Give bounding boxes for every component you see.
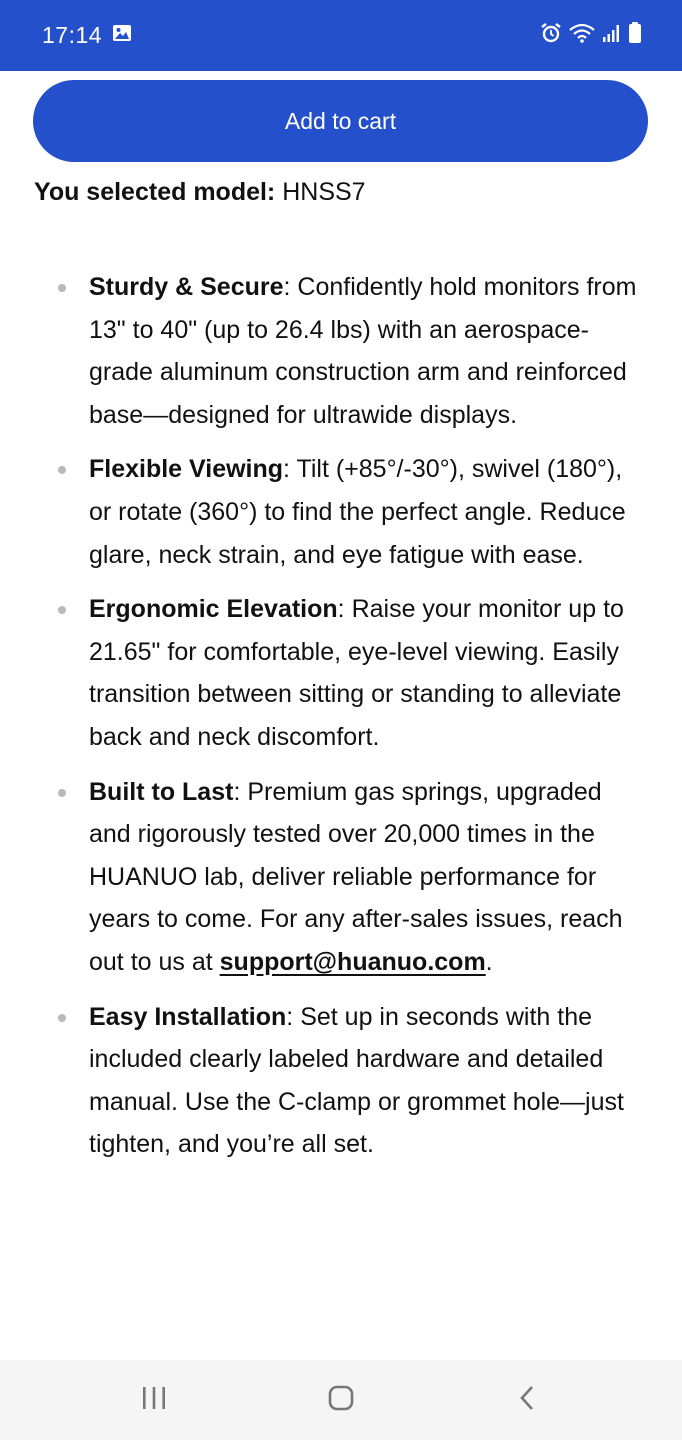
feature-title: Easy Installation — [89, 1002, 287, 1031]
feature-text: : Confidently hold monitors from 13" to 40" (up to 26.4 lbs) with an aerospace-grade aluminum construction arm and reinforced base—designed for ultrawide displays. — [89, 273, 637, 429]
bullet-icon — [58, 789, 66, 797]
home-button[interactable] — [301, 1370, 381, 1430]
selected-model-value: HNSS7 — [282, 178, 366, 206]
bullet-icon — [58, 284, 66, 292]
feature-item — [0, 266, 682, 436]
feature-text: : Tilt (+85°/-30°), swivel (180°), or rotate (360°) to find the perfect angle. Reduce glare, neck strain, and eye fatigue with ease. — [89, 455, 626, 569]
feature-title: Sturdy & Secure — [89, 273, 284, 301]
feature-title: Flexible Viewing — [89, 455, 284, 484]
feature-item — [0, 771, 682, 984]
bullet-icon — [58, 466, 66, 474]
feature-text: : Raise your monitor up to 21.65" for comfortable, eye-level viewing. Easily transition between sitting or standing to alleviate back and neck discomfort. — [89, 595, 624, 751]
feature-text: : Premium gas springs, upgraded and rigorously tested over 20,000 times in the HUANUO lab, deliver reliable performance for years to come. For any after-sales issues, reach out to us at — [89, 777, 623, 976]
feature-list — [0, 266, 682, 1178]
feature-text-end: . — [485, 947, 493, 976]
feature-title: Ergonomic Elevation — [89, 595, 338, 624]
recent-apps-button[interactable] — [114, 1370, 194, 1430]
selected-model-label: You selected model: — [34, 178, 276, 206]
feature-text: : Set up in seconds with the included clearly labeled hardware and detailed manual. Use the C-clamp or grommet hole—just tighten, and you’re all set. — [89, 1002, 624, 1159]
back-button[interactable] — [488, 1370, 568, 1430]
home-icon — [327, 1384, 355, 1417]
feature-title: Built to Last — [89, 777, 234, 806]
recent-apps-icon — [140, 1384, 168, 1417]
feature-item — [0, 448, 682, 576]
status-bar — [0, 0, 682, 71]
bullet-icon — [58, 606, 66, 614]
navigation-bar — [0, 1360, 682, 1440]
feature-item — [0, 996, 682, 1166]
selected-model — [34, 175, 366, 209]
signal-icon — [602, 23, 622, 48]
support-email-link[interactable]: support@huanuo.com — [219, 947, 486, 976]
image-icon — [112, 23, 132, 48]
feature-item — [0, 588, 682, 758]
status-time: 17:14 — [42, 22, 103, 48]
back-icon — [514, 1384, 542, 1417]
bullet-icon — [58, 1014, 66, 1022]
wifi-icon — [568, 22, 596, 49]
alarm-icon — [540, 22, 562, 49]
battery-icon — [628, 22, 642, 49]
add-to-cart-button[interactable]: Add to cart — [33, 80, 648, 162]
